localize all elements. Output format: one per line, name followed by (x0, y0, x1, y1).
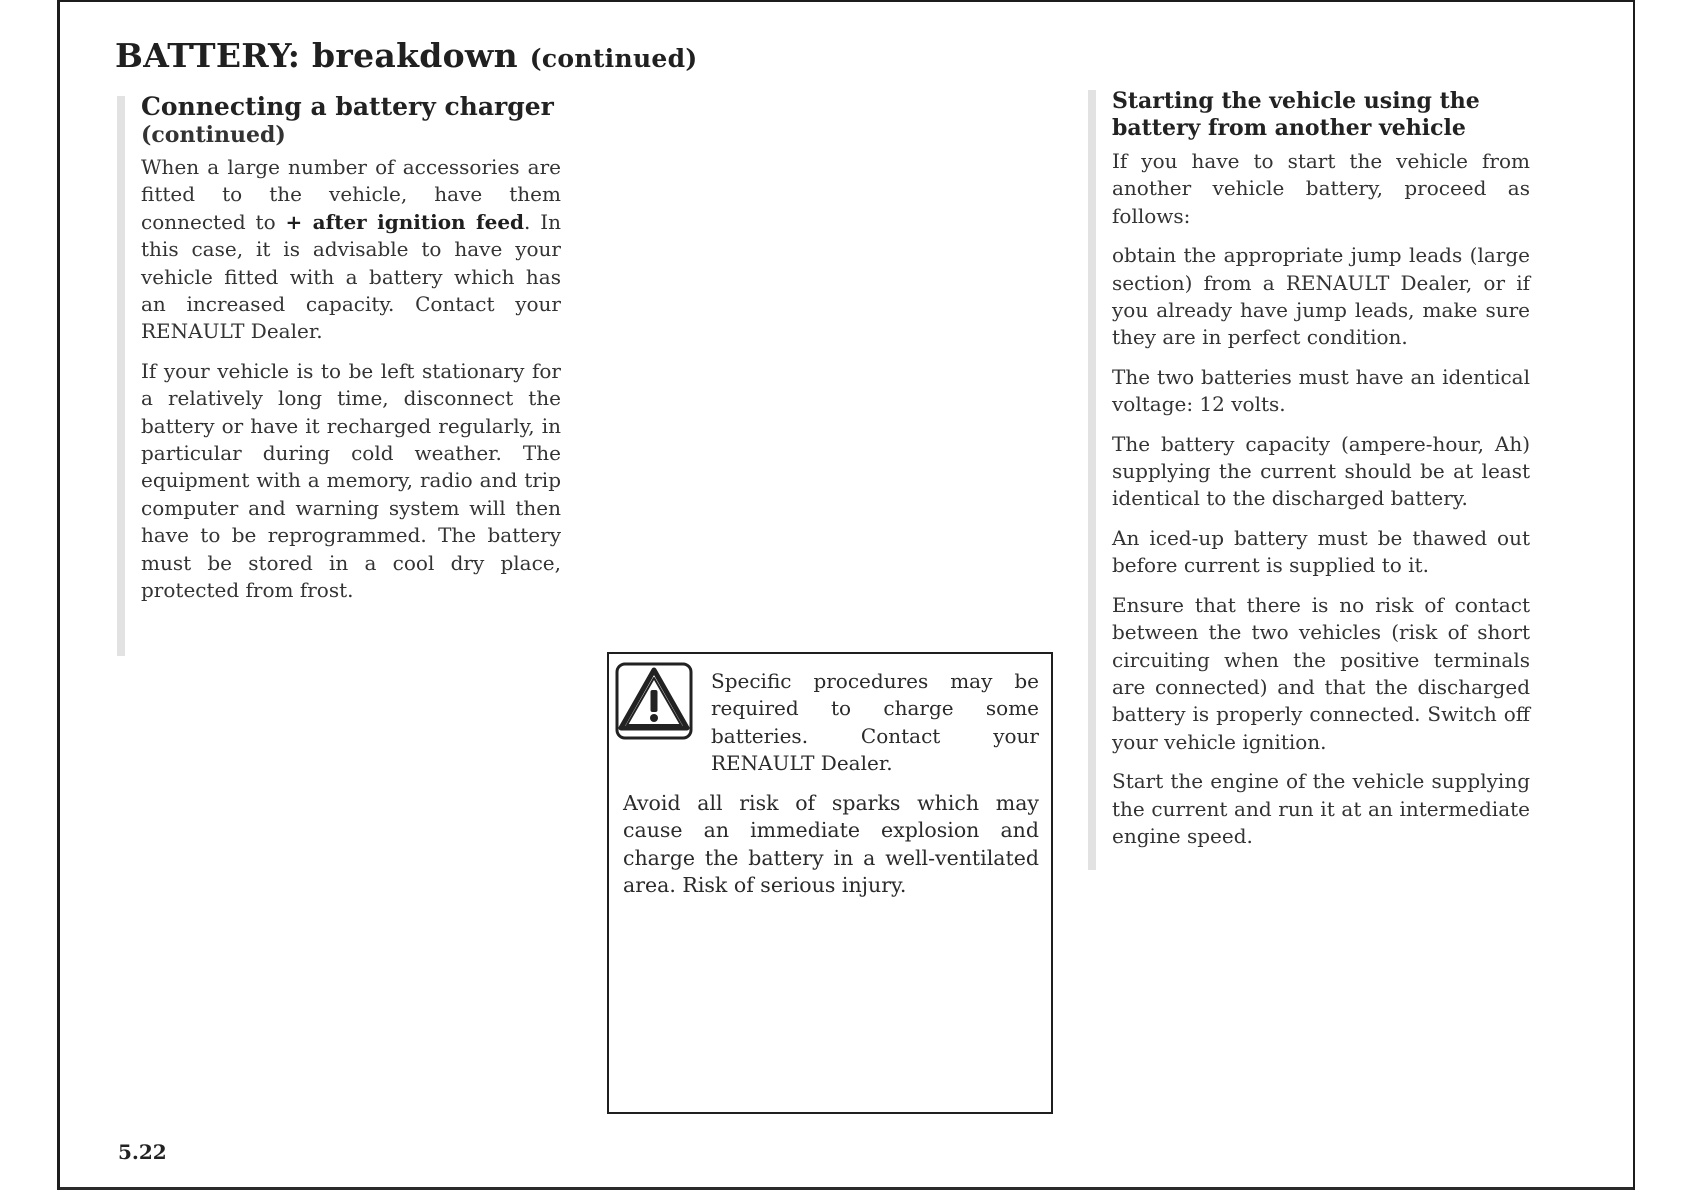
page-title-text: BATTERY: breakdown (115, 36, 518, 75)
right-column (1112, 88, 1530, 862)
warning-box (607, 652, 1053, 1114)
right-paragraph-7: Start the engine of the vehicle supplying the current and run it at an intermediate engine speed. (1112, 769, 1530, 848)
page-title (115, 36, 698, 75)
right-heading: Starting the vehicle using the battery from another vehicle (1112, 88, 1480, 141)
right-paragraph-1: If you have to start the vehicle from another vehicle battery, proceed as follows: (1112, 149, 1530, 228)
left-heading-continued: (continued) (141, 122, 286, 148)
left-column (141, 92, 561, 617)
after-ignition-feed-text: + after ignition feed (285, 209, 525, 234)
warning-triangle-icon (615, 662, 693, 740)
right-paragraph-6: Ensure that there is no risk of contact between the two vehicles (risk of short circuiting when the positive terminals are connected) and that the discharged battery is properly connected. Switch off your vehicle ignition. (1112, 592, 1530, 754)
left-paragraph-1 (141, 154, 561, 346)
page-title-suffix: (continued) (529, 44, 698, 73)
left-para1-before: When a large number of accessories are fitted to the vehicle, have them connected to (141, 155, 561, 234)
warning-text-2: Avoid all risk of sparks which may cause an immediate explosion and charge the battery in a well-ventilated area. Risk of serious injury. (623, 791, 1039, 898)
left-para1-after: . In this case, it is advisable to have your vehicle fitted with a battery which has an increased capacity. Contact your RENAULT Dealer. (141, 209, 562, 344)
right-section-bar (1088, 90, 1096, 870)
page-number: 5.22 (118, 1140, 167, 1164)
page-right-edge (1633, 0, 1635, 1190)
right-paragraph-3: The two batteries must have an identical voltage: 12 volts. (1112, 364, 1530, 417)
left-section-bar (117, 96, 125, 656)
left-heading: Connecting a battery charger (141, 92, 554, 121)
right-paragraph-2: obtain the appropriate jump leads (large section) from a RENAULT Dealer, or if you already have jump leads, make sure they are in perfect condition. (1112, 243, 1530, 350)
left-paragraph-2: If your vehicle is to be left stationary for a relatively long time, disconnect the battery or have it recharged regularly, in particular during cold weather. The equipment with a memory, radio and trip computer and warning system will then have to be reprogrammed. The battery must be stored in a cool dry place, protected from frost. (141, 358, 561, 603)
right-paragraph-4: The battery capacity (ampere-hour, Ah) supplying the current should be at least identical to the discharged battery. (1112, 431, 1530, 511)
right-paragraph-5: An iced-up battery must be thawed out before current is supplied to it. (1112, 525, 1530, 578)
warning-text-1: Specific procedures may be required to charge some batteries. Contact your RENAULT Dealer. (711, 669, 1039, 776)
